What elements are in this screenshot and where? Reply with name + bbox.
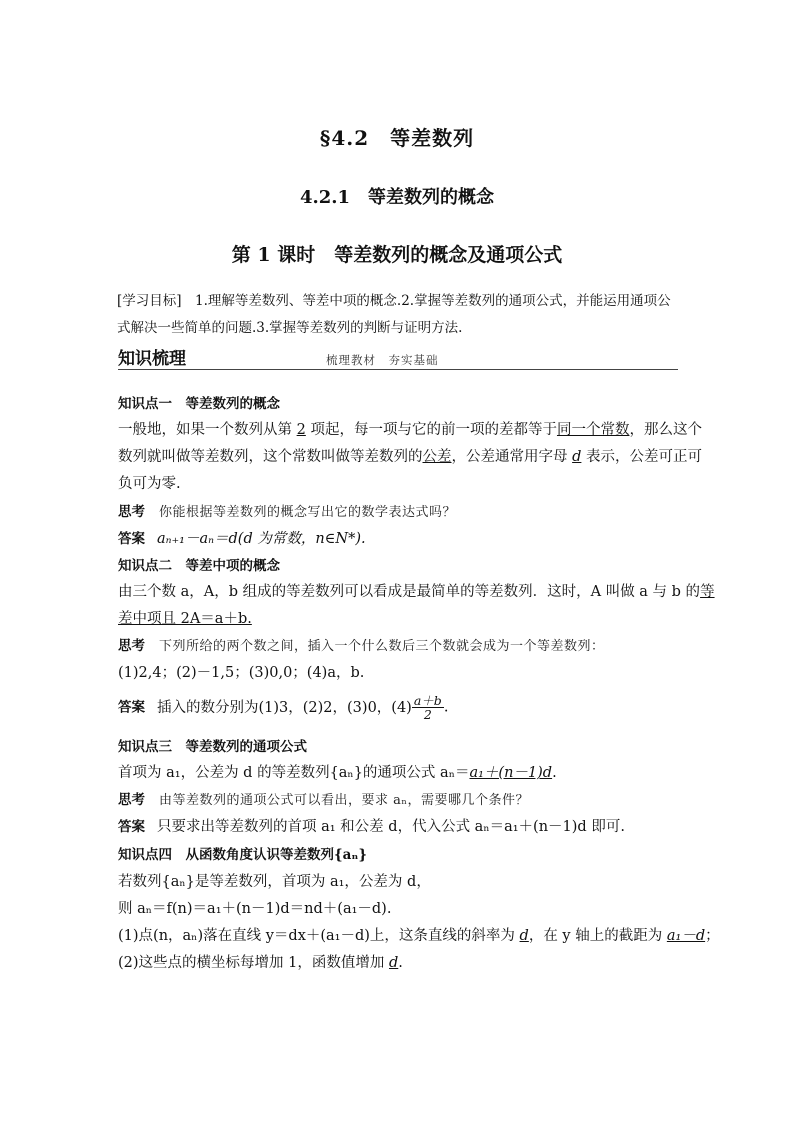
k1-blank-d: d	[572, 449, 582, 465]
k3-think: 思考 由等差数列的通项公式可以看出，要求 aₙ，需要哪几个条件？	[118, 792, 530, 808]
k1-para-line2: 数列就叫做等差数列，这个常数叫做等差数列的公差，公差通常用字母 d 表示，公差可正可	[118, 449, 703, 465]
k4-blank-increase: d	[388, 955, 399, 971]
k4-line3: (1)点(n，aₙ)落在直线 y＝dx＋(a₁－d)上，这条直线的斜率为 d，在 y 轴上的截距为 a₁－d；	[118, 928, 720, 944]
section-divider	[118, 369, 678, 370]
section-header-title: 知识梳理	[118, 349, 186, 369]
k2-para-line1: 由三个数 a，A，b 组成的等差数列可以看成是最简单的等差数列．这时，A 叫做 a 与 b 的等	[118, 584, 715, 600]
k3-heading: 知识点三 等差数列的通项公式	[118, 739, 307, 755]
k3-para: 首项为 a₁，公差为 d 的等差数列{aₙ}的通项公式 aₙ＝a₁＋(n－1)d.	[118, 765, 557, 781]
k4-line1: 若数列{aₙ}是等差数列，首项为 a₁，公差为 d，	[118, 874, 431, 890]
k2-fraction: $\frac{a+b}{2}$	[413, 693, 442, 722]
k2-list: (1)2,4；(2)－1,5；(3)0,0；(4)a，b.	[118, 665, 365, 681]
k1-blank-gongcha: 公差	[422, 449, 452, 465]
k1-think: 思考 你能根据等差数列的概念写出它的数学表达式吗？	[118, 504, 457, 520]
lesson-title: 第 1 课时 等差数列的概念及通项公式	[231, 244, 563, 266]
k3-answer: 答案 只要求出等差数列的首项 a₁ 和公差 d，代入公式 aₙ＝a₁＋(n－1)d 即可.	[118, 819, 625, 835]
k2-heading: 知识点二 等差中项的概念	[118, 558, 280, 574]
k4-heading: 知识点四 从函数角度认识等差数列{aₙ}	[118, 847, 368, 863]
k4-line4: (2)这些点的横坐标每增加 1，函数值增加 d.	[118, 955, 403, 971]
subsection-title: 4.2.1 等差数列的概念	[299, 187, 495, 208]
k3-blank-formula: a₁＋(n－1)d	[469, 765, 553, 781]
objectives-label: [学习目标]	[117, 293, 182, 309]
k1-para-line3: 负可为零.	[118, 476, 181, 492]
k4-blank-intercept: a₁－d	[666, 928, 706, 944]
k2-think: 思考 下列所给的两个数之间，插入一个什么数后三个数就会成为一个等差数列：	[118, 638, 605, 654]
objectives-line2: 式解决一些简单的问题.3.掌握等差数列的判断与证明方法.	[117, 320, 463, 336]
k1-blank-constant: 同一个常数	[556, 422, 630, 438]
k2-answer: 答案 插入的数分别为(1)3，(2)2，(3)0，(4) $\frac{a+b}{2}$ .	[118, 693, 449, 722]
section-title: §4.2 等差数列	[319, 126, 475, 150]
k1-answer: 答案 aₙ₊₁－aₙ＝d(d 为常数，n∈N*).	[118, 531, 366, 547]
section-header-subtitle: 梳理教材 夯实基础	[326, 353, 439, 367]
k1-heading: 知识点一 等差数列的概念	[118, 396, 280, 412]
k1-para-line1: 一般地，如果一个数列从第 2 项起，每一项与它的前一项的差都等于同一个常数，那么这个	[118, 422, 702, 438]
k2-para-line2: 差中项且 2A＝a＋b.	[118, 611, 252, 627]
k1-blank-2: 2	[296, 422, 306, 438]
k4-blank-slope: d	[519, 928, 529, 944]
objectives-line1: [学习目标] 1.理解等差数列、等差中项的概念.2.掌握等差数列的通项公式，并能运用通项公	[117, 293, 671, 309]
k4-line2: 则 aₙ＝f(n)＝a₁＋(n－1)d＝nd＋(a₁－d).	[118, 901, 392, 917]
